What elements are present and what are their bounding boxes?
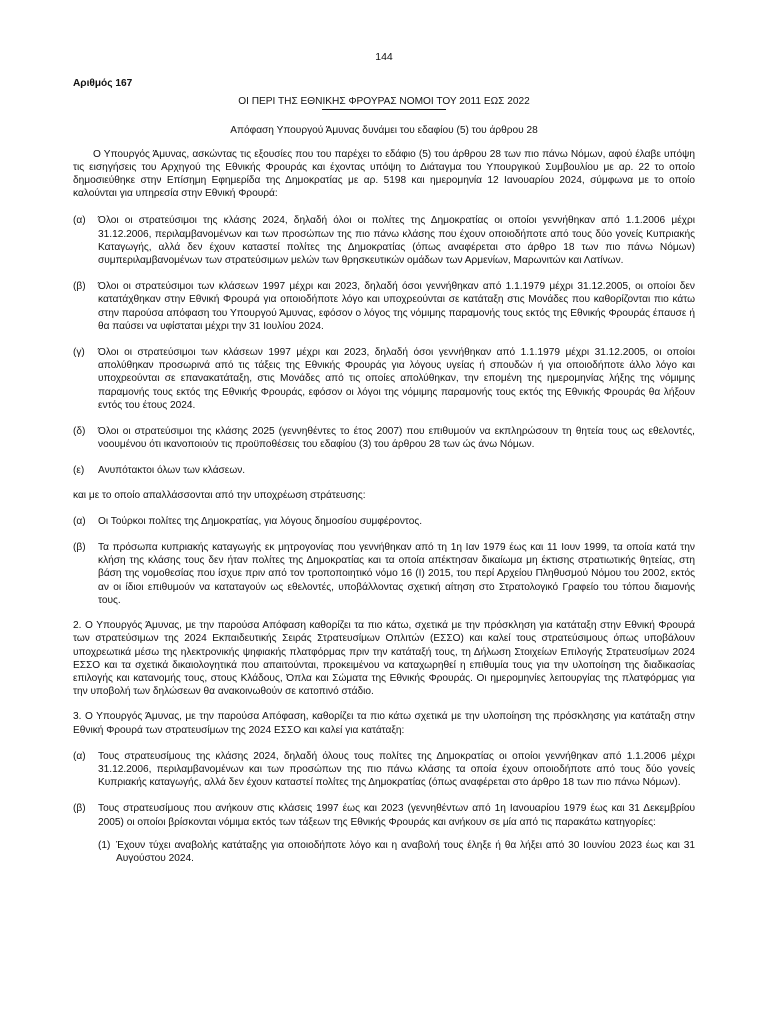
- item-text: Οι Τούρκοι πολίτες της Δημοκρατίας, για λόγους δημοσίου συμφέροντος.: [98, 515, 423, 527]
- item-label: (ε): [73, 465, 85, 477]
- intro-paragraph: Ο Υπουργός Άμυνας, ασκώντας τις εξουσίες που του παρέχει το εδάφιο (5) του άρθρου 28 των πιο πάνω Νόμων, αφού έλαβε υπόψη τις εισηγήσεις του Αρχηγού της Εθνικής Φρουράς και έχοντας υπόψη το Διάταγμα του Υπουργικού Συμβουλίου με αρ. 22 το οποίο δημοσιεύθηκε στην Επίσημη Εφημερίδα της Δημοκρατίας με αρ. 5198 και ημερομηνία 12 Ιανουαρίου 2024, σύμφωνα με το οποίο καλούνται για υπηρεσία στην Εθνική Φρουρά:: [73, 148, 695, 200]
- title-underline: [322, 109, 446, 110]
- para3-subitem-1: [98, 839, 695, 865]
- call-item-d: [73, 425, 695, 451]
- exempt-item-b: [73, 541, 695, 607]
- exemption-intro: και με το οποίο απαλλάσσονται από την υποχρέωση στράτευσης:: [73, 489, 366, 501]
- paragraph-2: 2. Ο Υπουργός Άμυνας, με την παρούσα Απόφαση καθορίζει τα πιο κάτω, σχετικά με την πρόσκληση για κατάταξη στην Εθνική Φρουρά των στρατεύσιμων της 2024 Εκπαιδευτικής Σειράς Στρατευσίμων Οπλιτών (ΕΣΣΟ) και καλεί τους στρατεύσιμους όπως υποβάλουν υποχρεωτικά μέσω της ηλεκτρονικής ψηφιακής πλατφόρμας πριν την κατάταξή τους, τη Δήλωση Στοιχείων Επιλογής Στρατευσίμων 2024 ΕΣΣΟ και τα σχετικά δικαιολογητικά που απαιτούνται, προκειμένου να καταχωρηθεί η επιθυμία τους για την υλοποίηση της διαδικασίας επιλογής και κατανομής τους, στους Κλάδους, Όπλα και Σώματα της Εθνικής Φρουράς. Οι ημερομηνίες λειτουργίας της πλατφόρμας για την υποβολή των δηλώσεων θα ανακοινωθούν σε κατοπινό στάδιο.: [73, 620, 695, 698]
- decree-number-heading: Αριθμός 167: [73, 78, 133, 89]
- law-title: ΟΙ ΠΕΡΙ ΤΗΣ ΕΘΝΙΚΗΣ ΦΡΟΥΡΑΣ ΝΟΜΟΙ ΤΟΥ 2011 ΕΩΣ 2022: [238, 96, 530, 108]
- item-text: Όλοι οι στρατεύσιμοι της κλάσης 2024, δηλαδή όλοι οι πολίτες της Δημοκρατίας οι οποίοι γεννήθηκαν από 1.1.2006 μέχρι 31.12.2006, περιλαμβανομένων και των προσώπων της πιο πάνω κλάσης που έχουν οποιοδήποτε από τους δύο γονείς Κυπριακής Καταγωγής, αλλά δεν έχουν καταστεί πολίτες της Δημοκρατίας (όπως αναφέρεται στο άρθρο 18 των πιο πάνω Νόμων) συμπεριλαμβανομένων των στρατεύσιμων μελών των θρησκευτικών ομάδων των Αρμενίων, Μαρωνιτών και Λατίνων.: [98, 215, 695, 267]
- item-label: (δ): [73, 426, 86, 438]
- para3-item-b: [73, 802, 695, 828]
- para3-item-a: [73, 750, 695, 790]
- item-label: (β): [73, 542, 86, 554]
- call-item-b: [73, 280, 695, 333]
- item-label: (α): [73, 515, 86, 527]
- page-number: 144: [375, 51, 393, 63]
- item-label: (β): [73, 803, 86, 815]
- subitem-text: Έχουν τύχει αναβολής κατάταξης για οποιοδήποτε λόγο και η αναβολή τους έληξε ή θα λήξει από 30 Ιουνίου 2023 έως και 31 Αυγούστου 2024.: [116, 839, 695, 864]
- item-label: (α): [73, 750, 86, 762]
- call-item-a: [73, 214, 695, 267]
- decision-subtitle: Απόφαση Υπουργού Άμυνας δυνάμει του εδαφίου (5) του άρθρου 28: [230, 125, 538, 137]
- item-text: Όλοι οι στρατεύσιμοι της κλάσης 2025 (γεννηθέντες το έτος 2007) που επιθυμούν να εκπληρώσουν τη θητεία τους ως εθελοντές, νοουμένου ότι ικανοποιούν τις προϋποθέσεις του εδαφίου (3) του άρθρου 28 των ώς άνω Νόμων.: [98, 426, 695, 451]
- item-text: Τα πρόσωπα κυπριακής καταγωγής εκ μητρογονίας που γεννήθηκαν από τη 1η Ιαν 1979 έως και 11 Ιουν 1999, τα οποία κατά την κλήση της κλάσης τους δεν ήταν πολίτες της Δημοκρατίας και τα οποία απέκτησαν δικαίωμα μη έκτισης στρατιωτικής θητείας, στη βάση της νομοθεσίας που ίσχυε πριν από τον τροποποιητικό νόμο 16 (Ι) 2015, του περί Αρχείου Πληθυσμού Νόμου του 2002, εκτός αν οι ίδιοι επιθυμούν να καταταγούν ως εθελοντές, υποβάλλοντας σχετική αίτηση στο Στρατολογικό Γραφείο του τόπου διαμονής τους.: [98, 542, 695, 606]
- paragraph-3: 3. Ο Υπουργός Άμυνας, με την παρούσα Απόφαση, καθορίζει τα πιο κάτω σχετικά με την υλοποίηση της πρόσκλησης για κατάταξη στην Εθνική Φρουρά των στρατευσίμων της 2024 ΕΣΣΟ και καλεί για κατάταξη:: [73, 711, 695, 736]
- item-label: (γ): [73, 347, 85, 359]
- item-text: Τους στρατευσίμους που ανήκουν στις κλάσεις 1997 έως και 2023 (γεννηθέντων από 1η Ιανουαρίου 1979 έως και 31 Δεκεμβρίου 2005) οι οποίοι βρίσκονται νόμιμα εκτός των τάξεων της Εθνικής Φρουράς και ανήκουν σε μία από τις παρακάτω κατηγορίες:: [98, 803, 695, 828]
- item-text: Τους στρατευσίμους της κλάσης 2024, δηλαδή όλους τους πολίτες της Δημοκρατίας οι οποίοι γεννήθηκαν από 1.1.2006 μέχρι 31.12.2006, περιλαμβανομένων και των προσώπων της πιο πάνω κλάσης τα οποία έχουν οποιοδήποτε από τους δύο γονείς Κυπριακής καταγωγής, αλλά δεν έχουν καταστεί πολίτες της Δημοκρατίας (όπως αναφέρεται στο άρθρο 18 των πιο πάνω Νόμων).: [98, 750, 695, 789]
- item-text: Όλοι οι στρατεύσιμοι των κλάσεων 1997 μέχρι και 2023, δηλαδή όσοι γεννήθηκαν από 1.1.1979 μέχρι 31.12.2005, οι οποίοι δεν κατατάχθηκαν στην Εθνική Φρουρά για οποιοδήποτε λόγο και υποχρεούνται σε κατάταξη στις Μονάδες που καθορίζονται πιο κάτω στην παρούσα απόφαση του Υπουργού Άμυνας, εφόσον ο λόγος της νόμιμης παραμονής τους εκτός της Εθνικής Φρουράς έπαυσε ή θα παύσει να υφίσταται μέχρι την 31 Ιουλίου 2024.: [98, 281, 695, 332]
- item-text: Ανυπότακτοι όλων των κλάσεων.: [98, 465, 246, 477]
- item-text: Όλοι οι στρατεύσιμοι των κλάσεων 1997 μέχρι και 2023, δηλαδή όσοι γεννήθηκαν από 1.1.1979 μέχρι 31.12.2005, οι οποίοι απολύθηκαν προσωρινά από τις τάξεις της Εθνικής Φρουράς για λόγους υγείας ή σπουδών ή για οποιοδήποτε άλλο λόγο και υποχρεούνται σε επανακατάταξη, στις Μονάδες από τις οποίες απολύθηκαν, την επομένη της ημερομηνίας λήξης της νόμιμης παραμονής τους εκτός της Εθνικής Φρουράς, εφόσον οι λόγοι της νόμιμης παραμονής τους εκτός της Εθνικής Φρουράς θα λήξουν εντός του έτους 2024.: [98, 347, 695, 411]
- subitem-label: (1): [98, 839, 111, 851]
- document-body: [73, 77, 695, 865]
- call-item-c: [73, 346, 695, 412]
- exempt-item-a: [73, 515, 695, 528]
- item-label: (α): [73, 215, 86, 227]
- item-label: (β): [73, 281, 86, 293]
- call-item-e: [73, 464, 695, 477]
